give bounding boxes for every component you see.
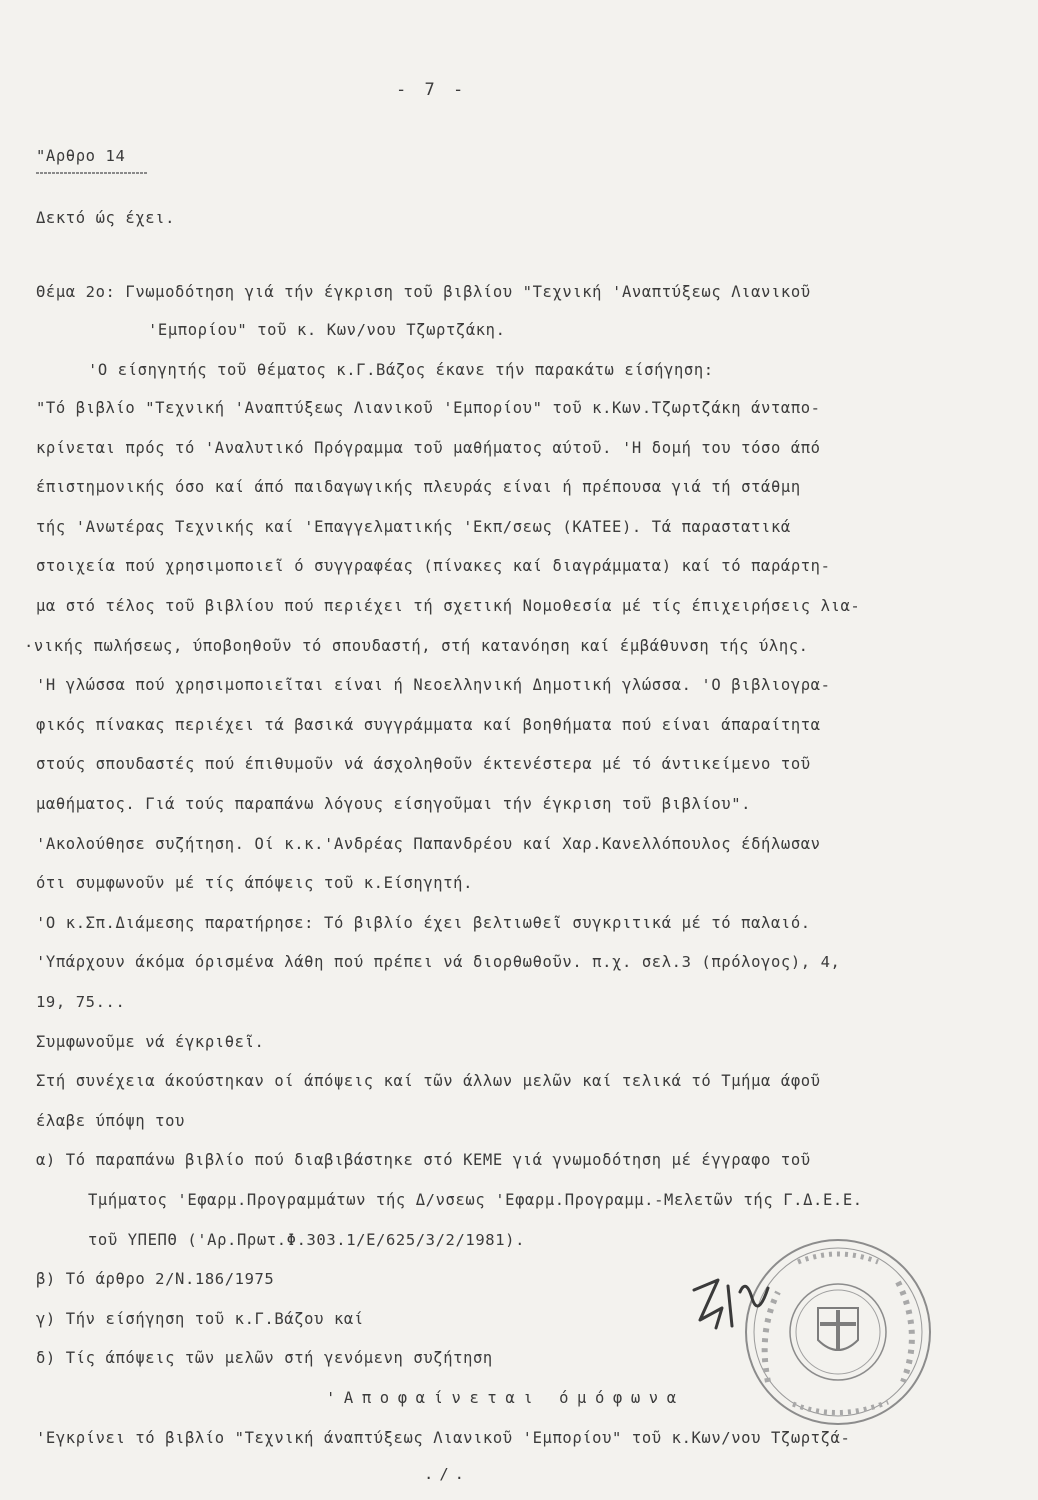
article-heading: "Αρθρο 14 — [36, 147, 126, 165]
text-line: φικός πίνακας περιέχει τά βασικά συγγράμματα καί βοηθήματα πού είναι άπαραίτητα — [36, 716, 821, 734]
list-item: β) Τό άρθρο 2/Ν.186/1975 — [36, 1270, 275, 1288]
decision-heading: 'Αποφαίνεται όμόφωνα — [326, 1389, 685, 1407]
text-line: ότι συμφωνοῦν μέ τίς άπόψεις τοῦ κ.Είσηγητή. — [36, 874, 473, 892]
text-line: Στή συνέχεια άκούστηκαν οί άπόψεις καί τῶν άλλων μελῶν καί τελικά τό Τμήμα άφοῦ — [36, 1072, 821, 1090]
list-item-continuation: τοῦ ΥΠΕΠΘ ('Αρ.Πρωτ.Φ.303.1/Ε/625/3/2/1981). — [88, 1231, 525, 1249]
text-line: έλαβε ύπόψη του — [36, 1112, 185, 1130]
page-number: - 7 - — [396, 80, 468, 100]
text-line: 'Εμπορίου" τοῦ κ. Κων/νου Τζωρτζάκη. — [148, 321, 506, 339]
continuation-mark: ./. — [424, 1465, 470, 1483]
text-line: κρίνεται πρός τό 'Αναλυτικό Πρόγραμμα τοῦ μαθήματος αύτοῦ. 'Η δομή του τόσο άπό — [36, 439, 821, 457]
list-item: δ) Τίς άπόψεις τῶν μελῶν στή γενόμενη συζήτηση — [36, 1349, 493, 1367]
text-line: "Τό βιβλίο "Τεχνική 'Αναπτύξεως Λιανικοῦ 'Εμπορίου" τοῦ κ.Κων.Τζωρτζάκη άνταπο- — [36, 399, 821, 417]
text-line: 'Ακολούθησε συζήτηση. Οί κ.κ.'Ανδρέας Παπανδρέου καί Χαρ.Κανελλόπουλος έδήλωσαν — [36, 835, 821, 853]
text-line: στούς σπουδαστές πού έπιθυμοῦν νά άσχοληθοῦν έκτενέστερα μέ τό άντικείμενο τοῦ — [36, 755, 811, 773]
text-line: 'Ο κ.Σπ.Διάμεσης παρατήρησε: Τό βιβλίο έχει βελτιωθεῖ συγκριτικά μέ τό παλαιό. — [36, 914, 811, 932]
text-line: μαθήματος. Γιά τούς παραπάνω λόγους είσηγοῦμαι τήν έγκριση τοῦ βιβλίου". — [36, 795, 752, 813]
text-line: Θέμα 2ο: Γνωμοδότηση γιά τήν έγκριση τοῦ βιβλίου "Τεχνική 'Αναπτύξεως Λιανικοῦ — [36, 283, 811, 301]
text-line: 19, 75... — [36, 993, 126, 1011]
text-line: 'Ο είσηγητής τοῦ θέματος κ.Γ.Βάζος έκανε τήν παρακάτω είσήγηση: — [88, 361, 714, 379]
list-item-continuation: Τμήματος 'Εφαρμ.Προγραμμάτων τής Δ/νσεως 'Εφαρμ.Προγραμμ.-Μελετῶν τής Γ.Δ.Ε.Ε. — [88, 1191, 863, 1209]
text-line: στοιχεία πού χρησιμοποιεῖ ό συγγραφέας (πίνακες καί διαγράμματα) καί τό παράρτη- — [36, 557, 831, 575]
text-line: Δεκτό ώς έχει. — [36, 209, 176, 227]
text-line: 'Εγκρίνει τό βιβλίο "Τεχνική άναπτύξεως Λιανικοῦ 'Εμπορίου" τοῦ κ.Κων/νου Τζωρτζά- — [36, 1429, 851, 1447]
handwritten-signature-icon — [688, 1268, 778, 1338]
heading-underline — [36, 172, 148, 174]
list-item: γ) Τήν είσήγηση τοῦ κ.Γ.Βάζου καί — [36, 1310, 364, 1328]
text-line: 'Η γλώσσα πού χρησιμοποιεῖται είναι ή Νεοελληνική Δημοτική γλώσσα. 'Ο βιβλιογρα- — [36, 676, 831, 694]
list-item: α) Τό παραπάνω βιβλίο πού διαβιβάστηκε στό ΚΕΜΕ γιά γνωμοδότηση μέ έγγραφο τοῦ — [36, 1151, 811, 1169]
text-line: ·νικής πωλήσεως, ύποβοηθοῦν τό σπουδαστή, στή κατανόηση καί έμβάθυνση τής ύλης. — [24, 637, 809, 655]
text-line: μα στό τέλος τοῦ βιβλίου πού περιέχει τή σχετική Νομοθεσία μέ τίς έπιχειρήσεις λια- — [36, 597, 861, 615]
text-line: 'Υπάρχουν άκόμα όρισμένα λάθη πού πρέπει νά διορθωθοῦν. π.χ. σελ.3 (πρόλογος), 4, — [36, 953, 841, 971]
text-line: έπιστημονικής όσο καί άπό παιδαγωγικής πλευράς είναι ή πρέπουσα γιά τή στάθμη — [36, 478, 801, 496]
text-line: τής 'Ανωτέρας Τεχνικής καί 'Επαγγελματικής 'Εκπ/σεως (ΚΑΤΕΕ). Τά παραστατικά — [36, 518, 791, 536]
text-line: Συμφωνοῦμε νά έγκριθεῖ. — [36, 1033, 265, 1051]
